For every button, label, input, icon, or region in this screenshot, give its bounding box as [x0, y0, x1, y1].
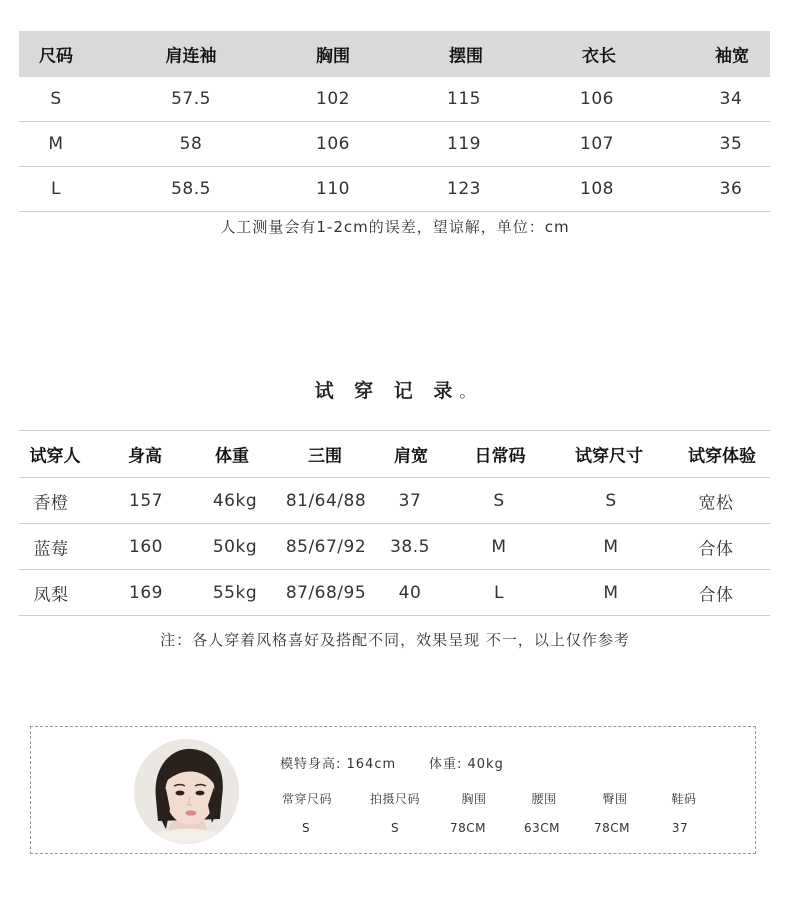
- table-row: [19, 524, 770, 570]
- size-header-cell: 尺码: [39, 46, 73, 67]
- trial-cell: 38.5: [390, 536, 430, 557]
- size-cell: 57.5: [171, 89, 211, 109]
- size-cell: 119: [447, 134, 481, 154]
- trial-title-text: 试 穿 记 录: [314, 380, 460, 402]
- trial-cell: M: [603, 582, 619, 603]
- trial-cell: 81/64/88: [285, 490, 367, 511]
- model-value-cell: S: [390, 821, 400, 835]
- size-header-cell: 肩连袖: [165, 46, 217, 67]
- model-value-cell: 78CM: [449, 821, 487, 835]
- trial-cell: 凤梨: [33, 585, 69, 605]
- size-cell: 58.5: [171, 179, 211, 199]
- trial-table-header: [19, 431, 770, 478]
- size-cell: 102: [316, 89, 350, 109]
- trial-cell: M: [603, 536, 619, 557]
- measurement-note: 人工测量会有1-2cm的误差，望谅解，单位：cm: [220, 218, 570, 236]
- trial-header-cell: 体重: [215, 446, 249, 467]
- trial-header-cell: 试穿人: [29, 446, 81, 467]
- model-info-card: [30, 726, 756, 854]
- size-header-cell: 摆围: [449, 46, 483, 67]
- model-header-cell: 常穿尺码: [281, 792, 333, 806]
- model-measure-values: [31, 821, 755, 837]
- size-cell: 35: [719, 134, 743, 154]
- table-row: [19, 570, 770, 616]
- trial-table: [19, 430, 770, 616]
- table-row: [19, 122, 770, 167]
- size-cell: 115: [447, 89, 481, 109]
- size-cell: 58: [179, 134, 203, 154]
- table-row: [19, 478, 770, 524]
- trial-cell: 169: [129, 582, 163, 603]
- model-value-cell: 78CM: [593, 821, 631, 835]
- trial-cell: 蓝莓: [33, 539, 69, 559]
- trial-cell: 46kg: [212, 490, 258, 511]
- model-weight: 体重: 40kg: [429, 757, 504, 772]
- trial-cell: 50kg: [212, 536, 258, 557]
- size-cell: 36: [719, 179, 743, 199]
- trial-cell: 55kg: [212, 582, 258, 603]
- fit-disclaimer: 注：各人穿着风格喜好及搭配不同，效果呈现 不一，以上仅作参考: [160, 631, 630, 649]
- trial-cell: 合体: [698, 585, 734, 605]
- size-cell: 107: [580, 134, 614, 154]
- table-row: [19, 77, 770, 122]
- trial-header-cell: 肩宽: [394, 446, 428, 467]
- size-cell: 123: [447, 179, 481, 199]
- size-cell: M: [48, 134, 64, 154]
- trial-cell: S: [605, 490, 617, 511]
- trial-cell: L: [494, 582, 504, 603]
- trial-cell: 香橙: [33, 493, 69, 513]
- title-ornament: 。: [459, 382, 476, 401]
- trial-header-cell: 三围: [308, 446, 342, 467]
- trial-cell: 87/68/95: [285, 582, 367, 603]
- size-cell: 106: [580, 89, 614, 109]
- model-height: 模特身高: 164cm: [280, 757, 397, 772]
- table-row: [19, 167, 770, 212]
- model-header-cell: 胸围: [461, 792, 487, 806]
- size-cell: 108: [580, 179, 614, 199]
- size-cell: 106: [316, 134, 350, 154]
- model-measure-headers: [31, 790, 755, 806]
- trial-cell: 85/67/92: [285, 536, 367, 557]
- model-header-cell: 拍摄尺码: [369, 792, 421, 806]
- trial-title: [0, 376, 790, 403]
- trial-header-cell: 试穿体验: [688, 446, 756, 467]
- trial-cell: 40: [398, 582, 422, 603]
- size-cell: 34: [719, 89, 743, 109]
- trial-header-cell: 身高: [128, 446, 162, 467]
- model-value-cell: 37: [671, 821, 689, 835]
- size-table: [19, 31, 770, 212]
- trial-header-cell: 试穿尺寸: [575, 446, 643, 467]
- model-header-cell: 鞋码: [671, 792, 697, 806]
- size-cell: 110: [316, 179, 350, 199]
- model-value-cell: S: [301, 821, 311, 835]
- trial-cell: 37: [398, 490, 422, 511]
- model-header-cell: 腰围: [531, 792, 557, 806]
- size-cell: S: [50, 89, 62, 109]
- size-header-cell: 袖宽: [715, 46, 749, 67]
- trial-cell: S: [493, 490, 505, 511]
- trial-cell: 157: [129, 490, 163, 511]
- trial-cell: 宽松: [698, 493, 734, 513]
- size-header-cell: 衣长: [582, 46, 616, 67]
- trial-cell: 合体: [698, 539, 734, 559]
- model-header-cell: 臀围: [602, 792, 628, 806]
- size-cell: L: [51, 179, 61, 199]
- trial-cell: 160: [129, 536, 163, 557]
- trial-cell: M: [491, 536, 507, 557]
- model-value-cell: 63CM: [523, 821, 561, 835]
- size-header-cell: 胸围: [316, 46, 350, 67]
- trial-header-cell: 日常码: [474, 446, 526, 467]
- size-table-header: [19, 31, 770, 77]
